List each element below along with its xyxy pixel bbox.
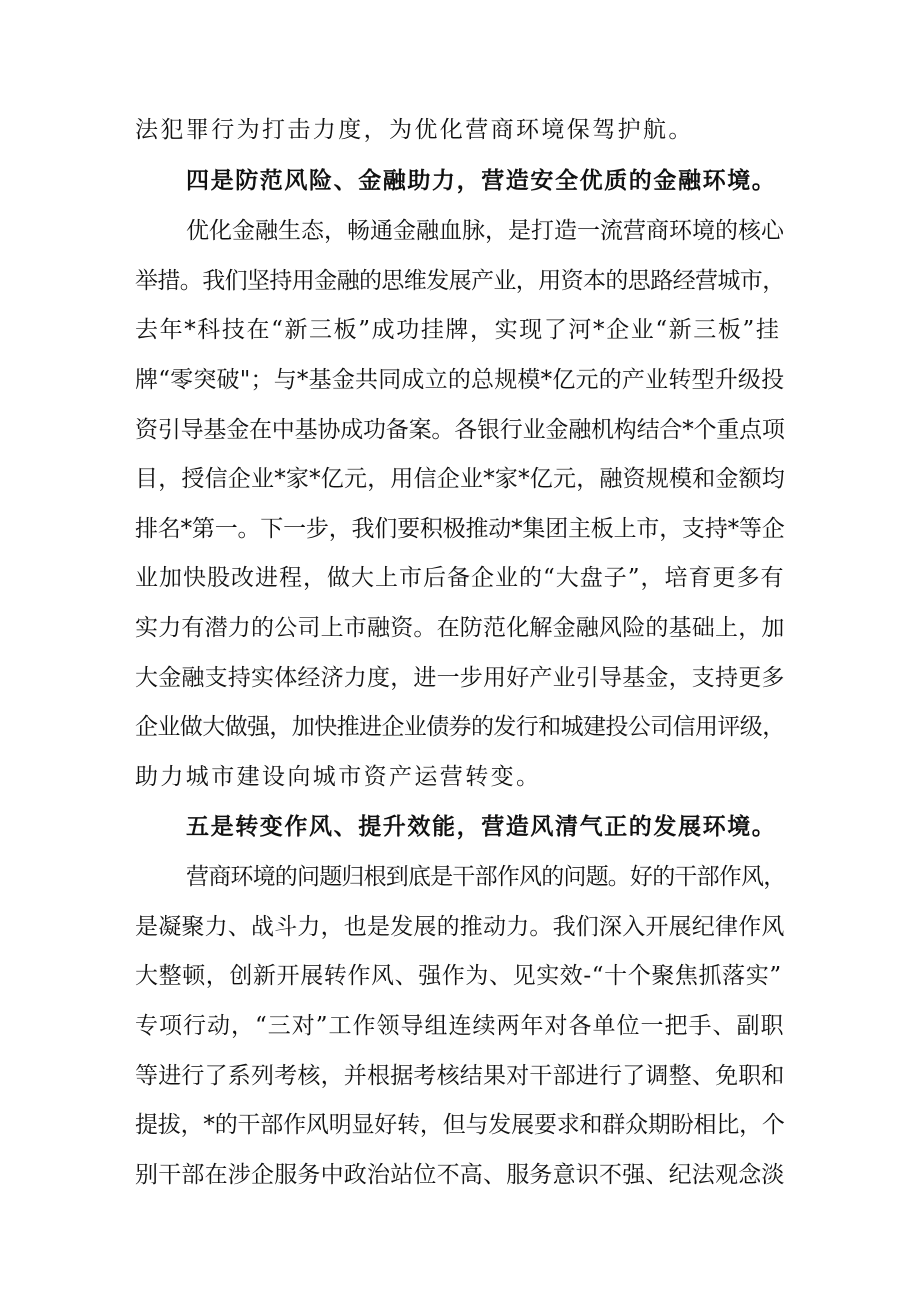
- text-line: 优化金融生态，畅通金融血脉，是打造一流营商环境的核心: [186, 218, 784, 244]
- text-line: 助力城市建设向城市资产运营转变。: [135, 764, 542, 790]
- text-line: 企业做大做强，加快推进企业债券的发行和城建投公司信用评级，: [135, 714, 785, 740]
- text-line: 营商环境的问题归根到底是干部作风的问题。好的干部作风，: [186, 864, 786, 890]
- text-line: 举措。我们坚持用金融的思维发展产业，用资本的思路经营城市，: [135, 268, 785, 294]
- text-line: 去年*科技在“新三板”成功挂牌，实现了河*企业“新三板”挂: [135, 317, 781, 343]
- section-heading-4: 四是防范风险、金融助力，营造安全优质的金融环境。: [186, 167, 777, 194]
- text-line: 资引导基金在中基协成功备案。各银行业金融机构结合*个重点项: [135, 417, 785, 443]
- text-line: 大金融支持实体经济力度，进一步用好产业引导基金，支持更多: [135, 665, 785, 691]
- text-line: 专项行动，“三对”工作领导组连续两年对各单位一把手、副职: [135, 1013, 785, 1039]
- text-line: 实力有潜力的公司上市融资。在防范化解金融风险的基础上，加: [135, 615, 785, 641]
- text-line: 是凝聚力、战斗力，也是发展的推动力。我们深入开展纪律作风: [135, 914, 785, 940]
- text-line: 等进行了系列考核，并根据考核结果对干部进行了调整、免职和: [135, 1063, 785, 1089]
- text-line: 目，授信企业*家*亿元，用信企业*家*亿元，融资规模和金额均: [135, 466, 785, 492]
- text-line: 大整顿，创新开展转作风、强作为、见实效-“十个聚焦抓落实”: [135, 963, 782, 989]
- text-line: 法犯罪行为打击力度，为优化营商环境保驾护航。: [135, 117, 694, 143]
- section-heading-5: 五是转变作风、提升效能，营造风清气正的发展环境。: [186, 813, 777, 840]
- text-line: 别干部在涉企服务中政治站位不高、服务意识不强、纪法观念淡: [135, 1162, 785, 1188]
- text-line: 业加快股改进程，做大上市后备企业的“大盘子”，培育更多有: [135, 565, 785, 591]
- text-line: 提拔，*的干部作风明显好转，但与发展要求和群众期盼相比，个: [135, 1112, 785, 1138]
- text-line: 排名*第一。下一步，我们要积极推动*集团主板上市，支持*等企: [135, 516, 785, 542]
- text-line: 牌“零突破"；与*基金共同成立的总规模*亿元的产业转型升级投: [135, 367, 785, 393]
